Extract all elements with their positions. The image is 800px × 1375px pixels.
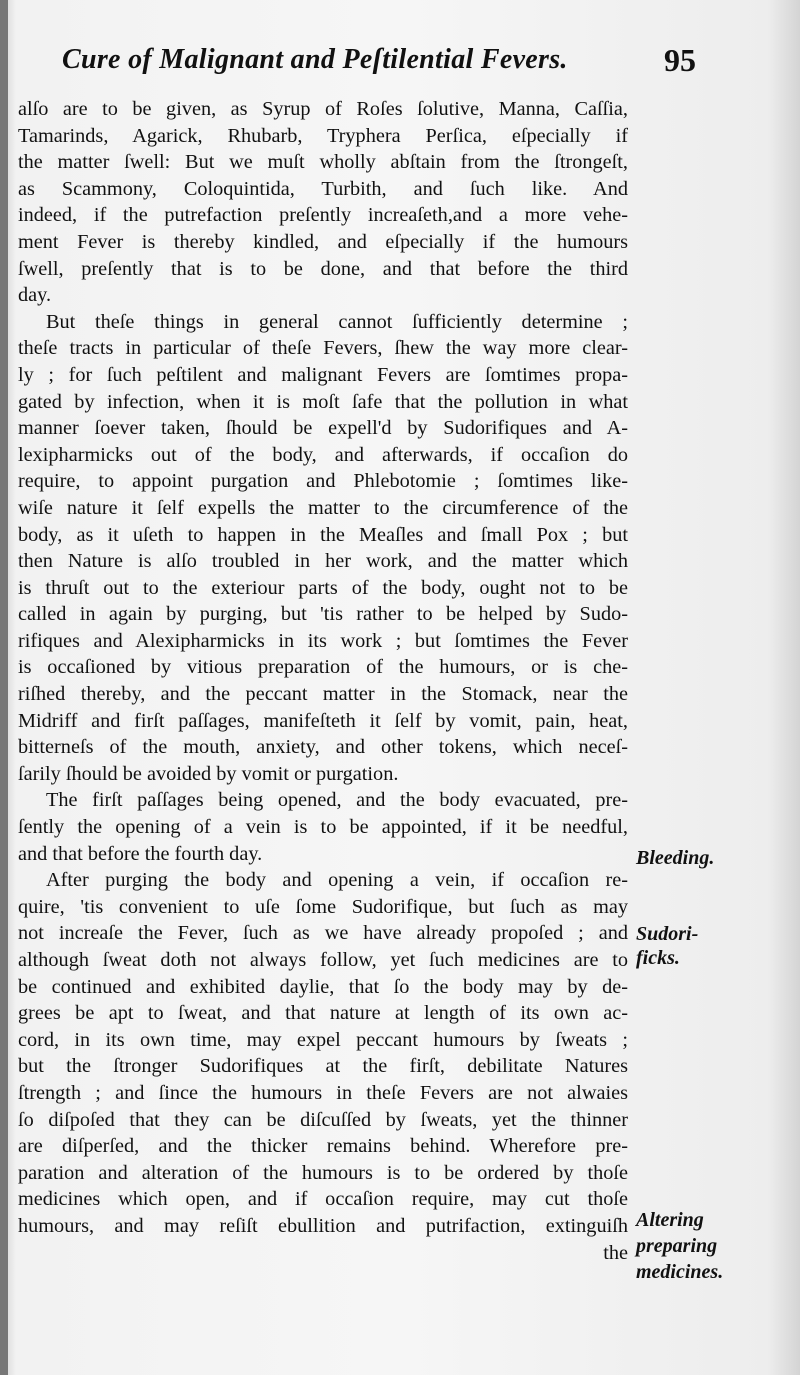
text-line: although ſweat doth not always follow, yet ſuch medicines are to [18,949,628,971]
text-line: Midriff and firſt paſſages, manifeſteth it ſelf by vomit, pain, heat, [18,709,628,732]
running-title: Cure of Malignant and Peſtilential Fevers. [62,44,568,75]
text-line: indeed, if the putrefaction preſently increaſeth,and a more vehe- [18,204,628,227]
text-line: ment Fever is thereby kindled, and eſpecially if the humours [18,230,628,253]
text-line: ſtrength ; and ſince the humours in theſe Fevers are not alwaies [18,1081,628,1104]
page-number: 95 [664,42,696,78]
catchword: the [603,1241,628,1264]
margin-note-altering-line3: medicines. [636,1261,724,1283]
text-line: theſe tracts in particular of theſe Fevers, ſhew the way more clear- [18,337,628,360]
text-line: be continued and exhibited daylie, that ſo the body may by de- [18,975,628,998]
text-line: and that before the fourth day. [18,842,263,865]
text-line: alſo are to be given, as Syrup of Roſes ſolutive, Manna, Caſſia, [18,98,628,120]
text-line: riſhed thereby, and the peccant matter in the Stomack, near the [18,683,628,706]
text-line: not increaſe the Fever, ſuch as we have already propoſed ; and [18,922,628,945]
text-line: The firſt paſſages being opened, and the body evacuated, pre- [46,789,628,812]
text-line: quire, 'tis convenient to uſe ſome Sudorifique, but ſuch as may [18,895,628,918]
text-line: gated by infection, when it is moſt ſafe that the pollution in what [18,390,628,413]
text-line: require, to appoint purgation and Phlebotomie ; ſomtimes like- [18,470,628,493]
text-line: Tamarinds, Agarick, Rhubarb, Tryphera Perſica, eſpecially if [18,124,628,147]
margin-note-altering-line2: preparing [636,1235,718,1257]
text-line: wiſe nature it ſelf expells the matter to the circumference of the [18,496,628,519]
body-text [18,96,628,1266]
text-line: the matter ſwell: But we muſt wholly abſtain from the ſtrongeſt, [18,151,628,174]
text-line: is thruſt out to the exteriour parts of the body, ought not to be [18,576,628,599]
text-line: manner ſoever taken, ſhould be expell'd by Sudorifiques and A- [18,417,628,440]
text-line: ly ; for ſuch peſtilent and malignant Fevers are ſomtimes propa- [18,363,628,386]
text-line: as Scammony, Coloquintida, Turbith, and ſuch like. And [18,177,628,200]
page-gutter-shadow [0,0,8,1375]
text-line: lexipharmicks out of the body, and afterwards, if occaſion do [18,443,628,466]
text-line: After purging the body and opening a vein, if occaſion re- [46,869,628,892]
text-line: medicines which open, and if occaſion require, may cut thoſe [18,1188,628,1211]
margin-note-sudorificks-line2: ficks. [636,947,680,969]
text-line: body, as it uſeth to happen in the Meaſles and ſmall Pox ; but [18,523,628,546]
text-line: are diſperſed, and the thicker remains behind. Wherefore pre- [18,1135,628,1158]
text-line: paration and alteration of the humours is to be ordered by thoſe [18,1161,628,1184]
text-line: is occaſioned by vitious preparation of the humours, or is che- [18,656,628,679]
text-line: but the ſtronger Sudorifiques at the firſt, debilitate Natures [18,1055,628,1078]
text-line: then Nature is alſo troubled in her work, and the matter which [18,550,628,573]
text-line: But theſe things in general cannot ſufficiently determine ; [46,310,628,333]
text-line: bitterneſs of the mouth, anxiety, and other tokens, which neceſ- [18,736,628,759]
text-line: called in again by purging, but 'tis rather to be helped by Sudo- [18,603,628,626]
text-line: cord, in its own time, may expel peccant humours by ſweats ; [18,1028,628,1051]
text-line: ſarily ſhould be avoided by vomit or purgation. [18,762,399,785]
text-line: ſently the opening of a vein is to be appointed, if it be needful, [18,816,628,839]
text-line: ſwell, preſently that is to be done, and that before the third [18,257,628,280]
text-line: humours, and may reſiſt ebullition and putrifaction, extinguiſh [18,1214,628,1237]
text-line: rifiques and Alexipharmicks in its work ; but ſomtimes the Fever [18,629,628,652]
margin-note-sudorificks-line1: Sudori- [636,923,699,945]
text-line: ſo diſpoſed that they can be diſcuſſed by ſweats, yet the thinner [18,1108,628,1131]
text-line: grees be apt to ſweat, and that nature at length of its own ac- [18,1002,628,1025]
text-line: day. [18,284,52,307]
margin-note-altering-line1: Altering [636,1209,704,1231]
page-header [58,40,718,88]
margin-note-bleeding: Bleeding. [636,847,715,869]
